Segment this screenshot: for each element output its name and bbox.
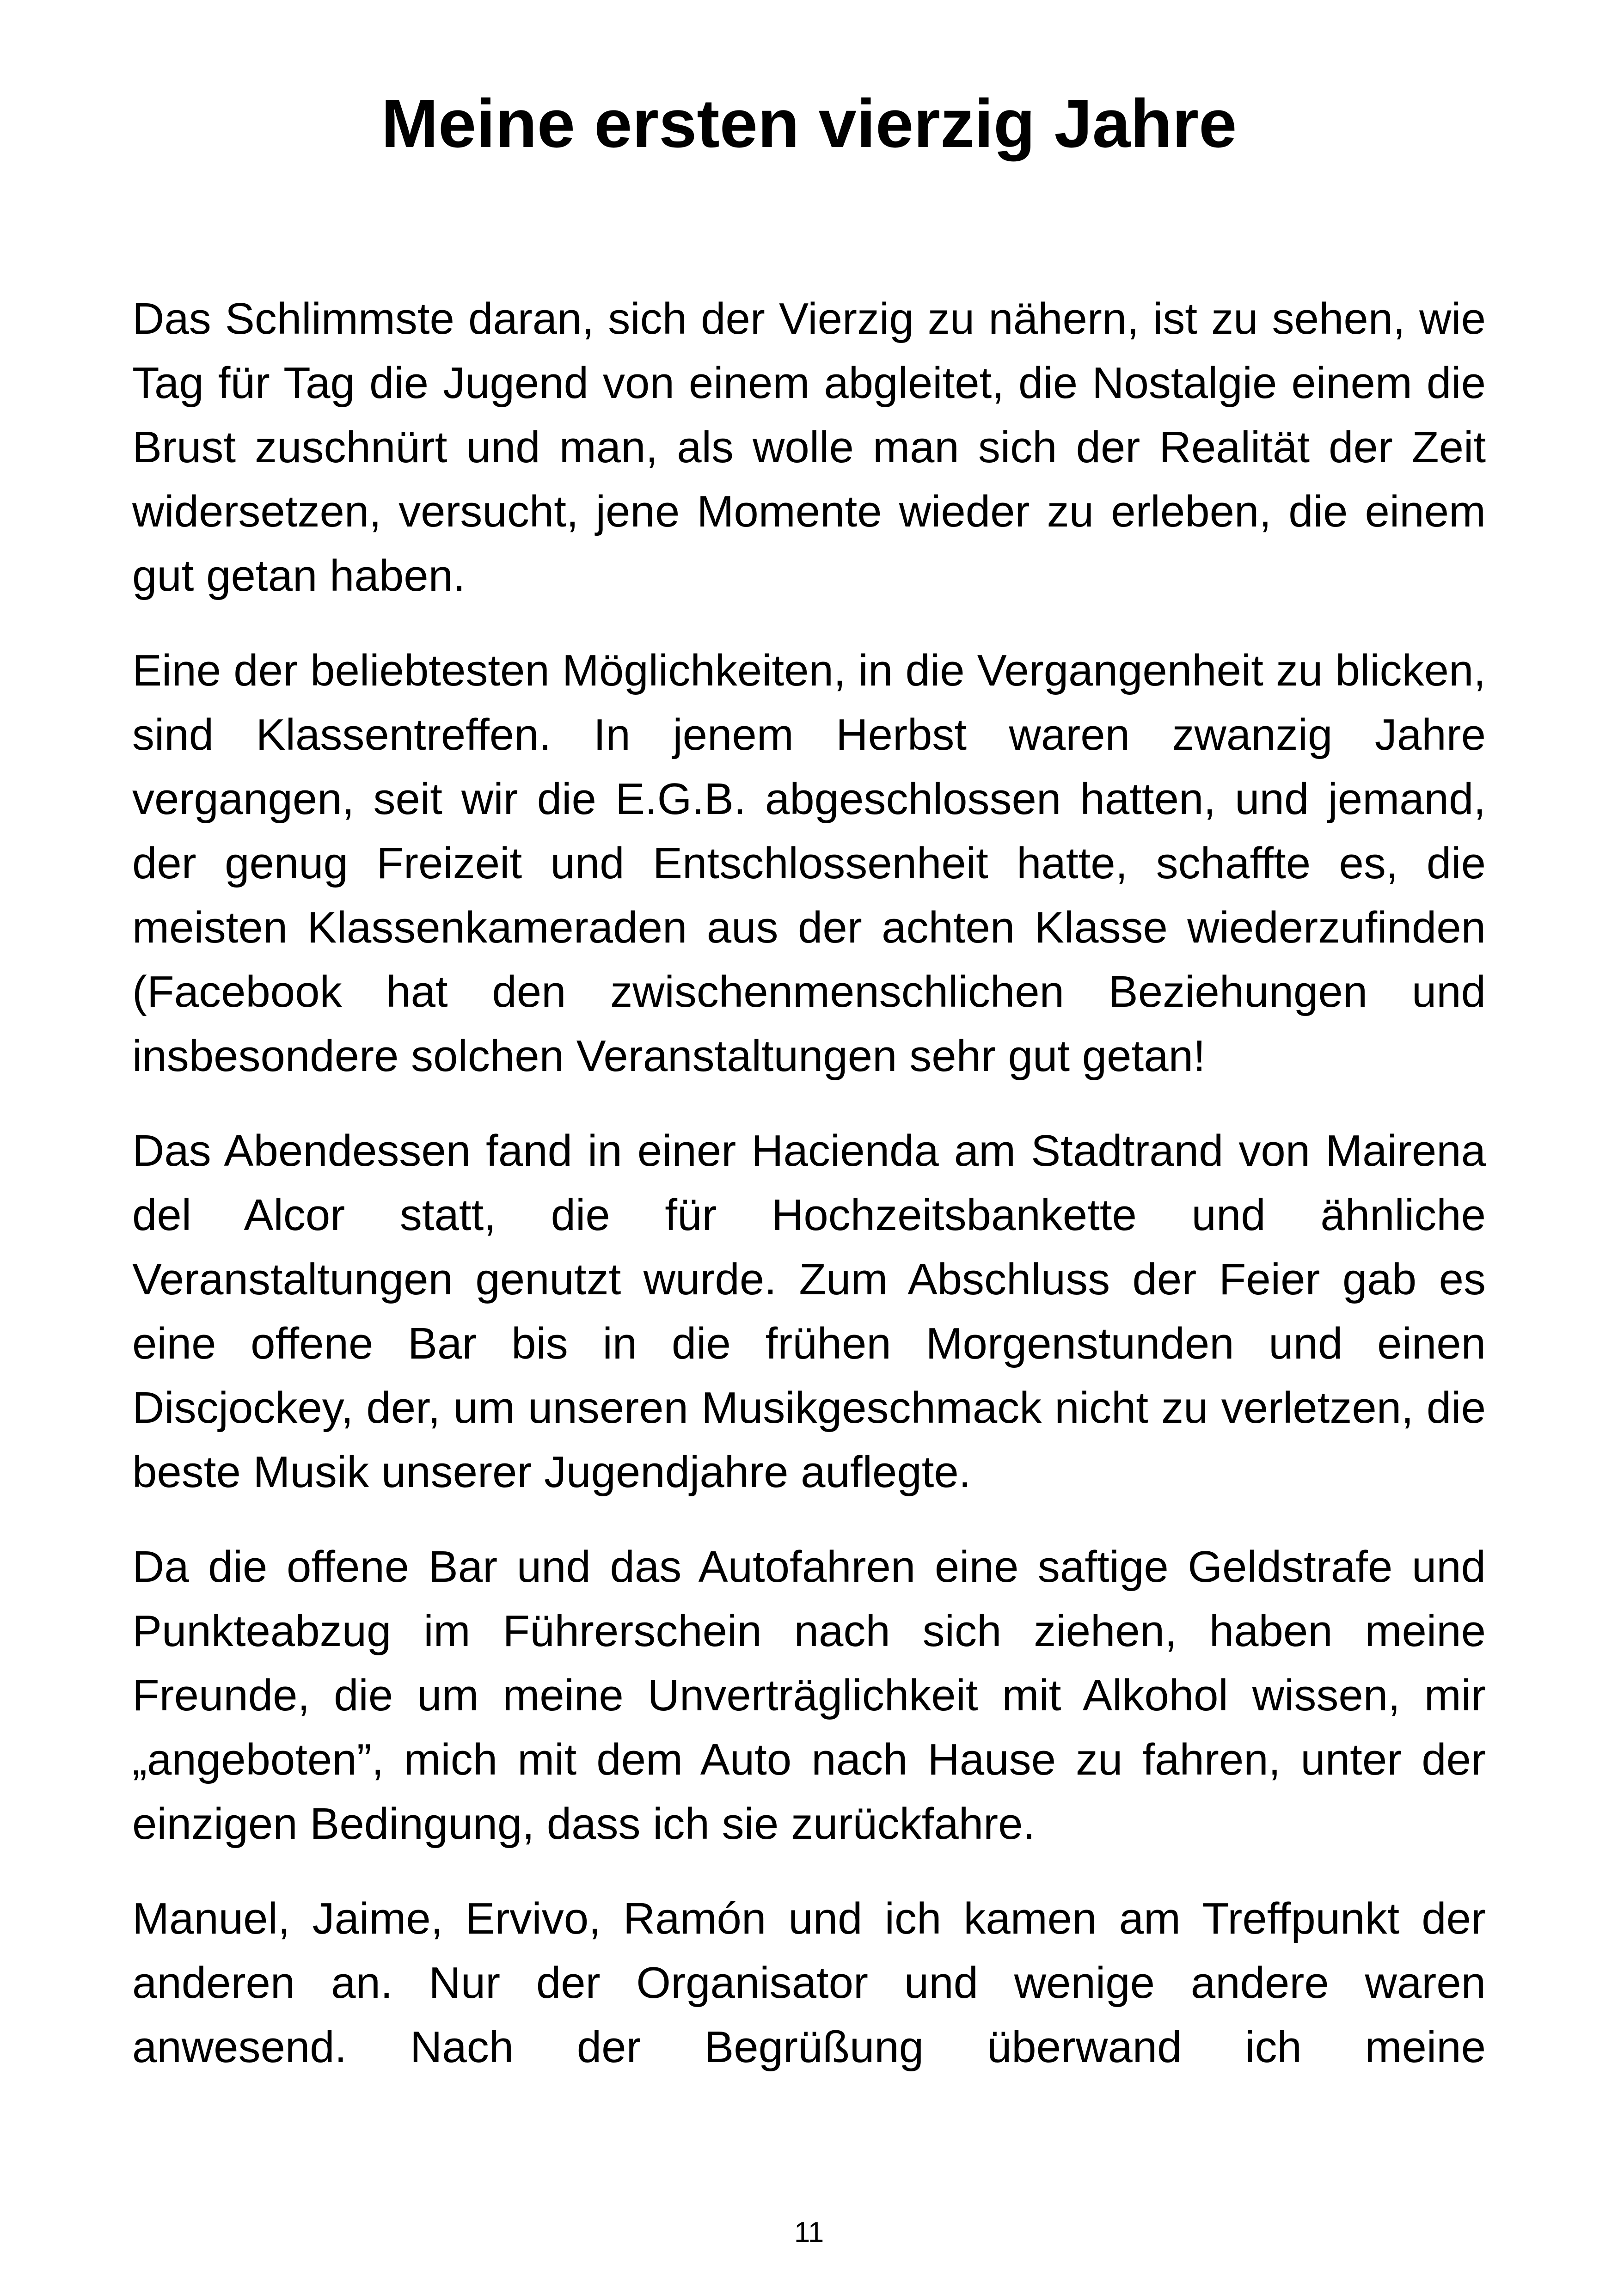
paragraph-2: Eine der beliebtesten Möglichkeiten, in die Vergangenheit zu blicken, sind Klassentreffen. In jenem Herbst waren zwanzig Jahre vergangen, seit wir die E.G.B. abgeschlossen hatten, und jemand, der genug Freizeit und Entschlossenheit hatte, schaffte es, die meisten Klassenkameraden aus der achten Klasse wiederzufinden (Facebook hat den zwischenmenschlichen Beziehungen und insbesondere solchen Veranstaltungen sehr gut getan!	[132, 646, 1486, 1081]
paragraph-3: Das Abendessen fand in einer Hacienda am Stadtrand von Mairena del Alcor statt, die für Hochzeitsbankette und ähnliche Veranstaltungen genutzt wurde. Zum Abschluss der Feier gab es eine offene Bar bis in die frühen Morgenstunden und einen Discjockey, der, um unseren Musikgeschmack nicht zu verletzen, die beste Musik unserer Jugendjahre auflegte.	[132, 1126, 1486, 1497]
paragraph-1: Das Schlimmste daran, sich der Vierzig zu nähern, ist zu sehen, wie Tag für Tag die Jugend von einem abgleitet, die Nostalgie einem die Brust zuschnürt und man, als wolle man sich der Realität der Zeit widersetzen, versucht, jene Momente wieder zu erleben, die einem gut getan haben.	[132, 294, 1486, 600]
paragraph-5: Manuel, Jaime, Ervivo, Ramón und ich kamen am Treffpunkt der anderen an. Nur der Organisator und wenige andere waren anwesend. Nach der Begrüßung überwand ich meine	[132, 1894, 1486, 2072]
body-text	[132, 287, 1486, 2110]
paragraph-4: Da die offene Bar und das Autofahren eine saftige Geldstrafe und Punkteabzug im Führerschein nach sich ziehen, haben meine Freunde, die um meine Unverträglichkeit mit Alkohol wissen, mir „angeboten”, mich mit dem Auto nach Hause zu fahren, unter der einzigen Bedingung, dass ich sie zurückfahre.	[132, 1542, 1486, 1849]
chapter-title: Meine ersten vierzig Jahre	[381, 86, 1237, 162]
page-number: 11	[794, 2216, 824, 2248]
